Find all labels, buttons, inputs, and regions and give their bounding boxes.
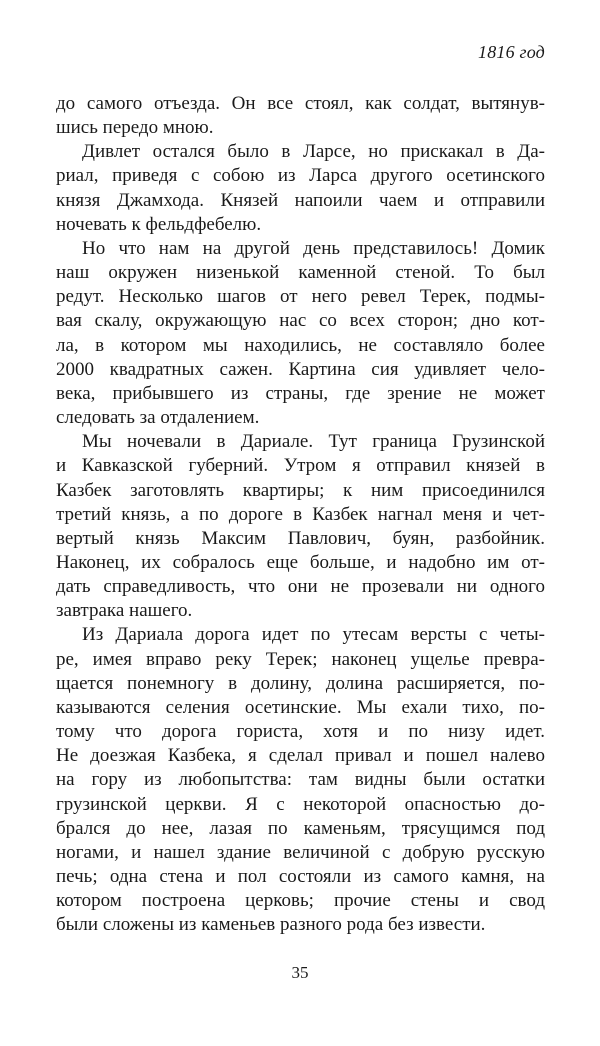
text-line: казываются селения осетинские. Мы ехали тихо, по- bbox=[56, 696, 545, 718]
body-text bbox=[56, 92, 545, 937]
text-line: ре, имея вправо реку Терек; наконец ущелье превра- bbox=[56, 648, 545, 670]
text-line: Не доезжая Казбека, я сделал привал и пошел налево bbox=[56, 745, 545, 767]
text-line: Наконец, их собралось еще больше, и надобно им от- bbox=[56, 551, 545, 573]
text-line: 2000 квадратных сажен. Картина сия удивляет чело- bbox=[56, 358, 545, 380]
text-line: Из Дариала дорога идет по утесам версты с четы- bbox=[82, 624, 545, 646]
text-line: следовать за отдалением. bbox=[56, 407, 260, 429]
text-line: Мы ночевали в Дариале. Тут граница Грузинской bbox=[82, 431, 545, 453]
text-line: вая скалу, окружающую нас со всех сторон; дно кот- bbox=[56, 310, 545, 332]
paragraph bbox=[56, 430, 545, 623]
text-line: ногами, и нашел здание величиной с добрую русскую bbox=[56, 841, 545, 863]
text-line: щается понемногу в долину, долина расширяется, по- bbox=[56, 672, 545, 694]
text-line: брался до нее, лазая по каменьям, трясущимся под bbox=[56, 817, 545, 839]
paragraph bbox=[56, 623, 545, 937]
text-line: дать справедливость, что они не прозевали ни одного bbox=[56, 576, 545, 598]
text-line: ночевать к фельдфебелю. bbox=[56, 213, 262, 235]
text-line: Дивлет остался было в Ларсе, но прискакал в Да- bbox=[82, 141, 545, 163]
text-line: и Кавказской губерний. Утром я отправил князей в bbox=[56, 455, 545, 477]
text-line: ла, в котором мы находились, не составляло более bbox=[56, 334, 545, 356]
text-line: князя Джамхода. Князей напоили чаем и отправили bbox=[56, 189, 545, 211]
paragraph bbox=[56, 140, 545, 237]
page-number: 35 bbox=[291, 963, 309, 982]
text-line: тому что дорога гориста, хотя и по низу идет. bbox=[56, 721, 545, 743]
text-line: были сложены из каменьев разного рода без извести. bbox=[56, 914, 486, 936]
paragraph bbox=[56, 92, 545, 140]
text-line: Казбек заготовлять квартиры; к ним присоединился bbox=[56, 479, 545, 501]
text-line: века, прибывшего из страны, где зрение не может bbox=[56, 382, 545, 404]
text-line: на гору из любопытства: там видны были остатки bbox=[56, 769, 545, 791]
text-line: котором построена церковь; прочие стены и свод bbox=[56, 890, 545, 912]
text-line: риал, приведя с собою из Ларса другого осетинского bbox=[56, 165, 545, 187]
running-header: 1816 год bbox=[478, 42, 545, 62]
text-line: шись передо мною. bbox=[56, 117, 214, 139]
text-line: редут. Несколько шагов от него ревел Терек, подмы- bbox=[56, 286, 545, 308]
paragraph bbox=[56, 237, 545, 430]
text-line: наш окружен низенькой каменной стеной. То был bbox=[56, 262, 545, 284]
text-line: завтрака нашего. bbox=[56, 600, 193, 622]
text-line: Но что нам на другой день представилось! Домик bbox=[82, 237, 545, 259]
text-line: третий князь, а по дороге в Казбек нагнал меня и чет- bbox=[56, 503, 545, 525]
text-line: печь; одна стена и пол состояли из самого камня, на bbox=[56, 866, 545, 887]
text-line: до самого отъезда. Он все стоял, как солдат, вытянув- bbox=[56, 93, 545, 114]
text-line: вертый князь Максим Павлович, буян, разбойник. bbox=[56, 527, 545, 549]
text-line: грузинской церкви. Я с некоторой опасностью до- bbox=[56, 793, 545, 815]
